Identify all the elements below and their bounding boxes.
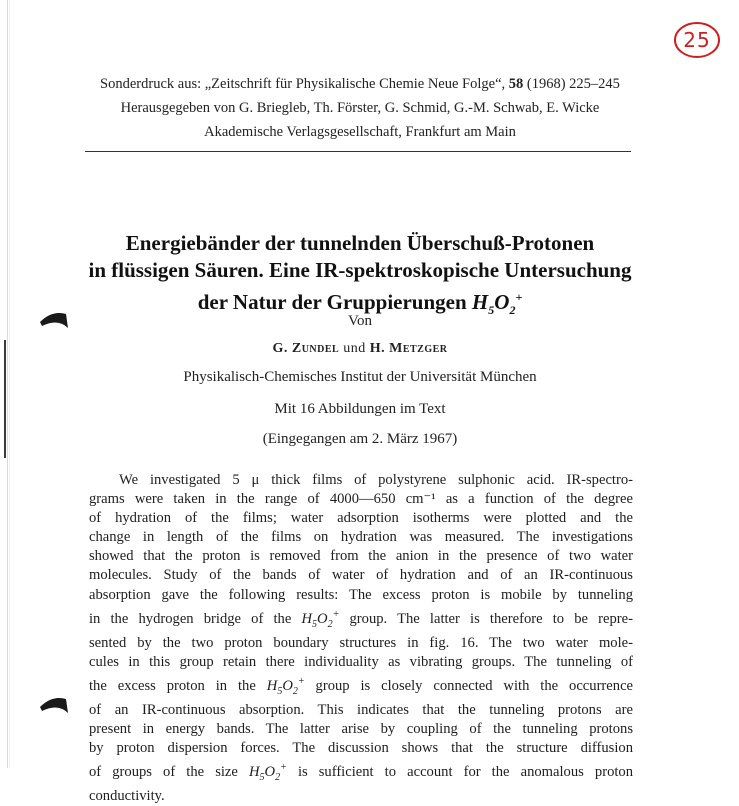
abstract-line: showed that the proton is removed from the anion in the presence of two water: [89, 548, 633, 565]
journal-name: Sonderdruck aus: „Zeitschrift für Physikalische Chemie Neue Folge“,: [100, 76, 506, 92]
formula-h5o2: $H_5O_2^+$: [249, 761, 287, 783]
abstract-line: the excess proton in the $H_5O_2^+$ group is closely connected with the occurrence: [89, 675, 634, 697]
page-edge: [7, 0, 8, 768]
abstract-line: of an IR-continuous absorption. This indicates that the tunneling protons are: [89, 701, 633, 718]
abstract-line: absorption gave the following results: The excess proton is mobile by tunneling: [89, 586, 633, 603]
title-line-3-text: der Natur der Gruppierungen: [197, 290, 467, 314]
formula-h5o2: $H_5O_2^+$: [266, 675, 305, 697]
abstract-line: grams were taken in the range of 4000—650 cm⁻¹ as a function of the degree: [89, 491, 633, 508]
title-line-2: in flüssigen Säuren. Eine IR-spektroskopische Untersuchung: [88, 258, 632, 282]
binder-mark: [4, 340, 6, 458]
abstract-line: present in energy bands. The latter arise by coupling of the tunneling protons: [89, 720, 633, 737]
author-zundel: G. Zundel: [272, 341, 340, 356]
header-line-journal: [80, 72, 640, 96]
institute: Physikalisch-Chemisches Institut der Universität München: [183, 369, 537, 385]
received-date: (Eingegangen am 2. März 1967): [262, 431, 458, 447]
author-metzger: H. Metzger: [369, 341, 448, 356]
page-edge-inner: [9, 0, 10, 768]
page-number-stamp: [672, 20, 722, 64]
abstract-line: conductivity.: [89, 787, 165, 804]
abstract-line: by proton dispersion forces. The discussion shows that the structure diffusion: [89, 739, 633, 756]
paper-title: [60, 230, 660, 324]
authors: [60, 341, 660, 357]
abstract: [89, 471, 633, 806]
author-connector: und: [343, 341, 366, 356]
abstract-line: in the hydrogen bridge of the $H_5O_2^+$ group. The latter is therefore to be repre-: [89, 608, 633, 630]
figures-note: Mit 16 Abbildungen im Text: [274, 401, 446, 417]
header-line-publisher: Akademische Verlagsgesellschaft, Frankfurt am Main: [204, 124, 516, 140]
header-line-editors: Herausgegeben von G. Briegleb, Th. Förster, G. Schmid, G.-M. Schwab, E. Wicke: [120, 100, 600, 116]
byline-von: Von: [348, 313, 372, 329]
abstract-line: We investigated 5 μ thick films of polystyrene sulphonic acid. IR-spectro-: [119, 472, 633, 488]
title-line-1: Energiebänder der tunnelnden Überschuß-Protonen: [125, 231, 595, 255]
abstract-line: of hydration of the films; water adsorption isotherms were plotted and the: [89, 510, 633, 527]
abstract-line: change in length of the films on hydration was measured. The investigations: [89, 529, 633, 546]
stamp-number: 25: [683, 28, 711, 52]
punch-hole-mark-bottom: [38, 693, 70, 717]
journal-year-pages: (1968) 225–245: [526, 76, 620, 92]
journal-header: [80, 72, 640, 144]
abstract-line: cules in this group retain there individuality as vibrating groups. The tunneling of: [89, 653, 633, 670]
abstract-line: of groups of the size $H_5O_2^+$ is sufficient to account for the anomalous proton: [89, 761, 634, 783]
abstract-line: sented by the two proton boundary structures in fig. 16. The two water mole-: [89, 634, 633, 651]
abstract-line: molecules. Study of the bands of water of hydration and of an IR-continuous: [89, 567, 633, 584]
header-divider: [85, 151, 631, 152]
journal-volume: 58: [508, 76, 524, 92]
formula-h5o2: $H_5O_2^+$: [301, 608, 340, 630]
title-formula: $H_5O_2^+$: [471, 290, 523, 318]
